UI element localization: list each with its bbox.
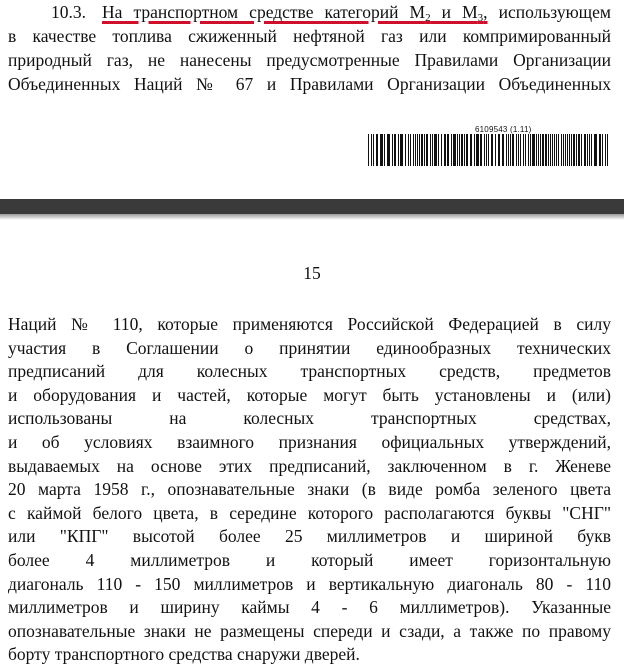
barcode-bar — [495, 134, 496, 166]
barcode-bar — [486, 134, 487, 166]
barcode-label: 6109543 (1.11) — [475, 125, 532, 134]
barcode-bar — [520, 134, 521, 166]
clause-number: 10.3. — [51, 2, 86, 22]
barcode-bar — [461, 134, 463, 166]
barcode-bar — [542, 134, 544, 166]
page-divider-shadow — [0, 214, 624, 220]
barcode-bar — [480, 134, 482, 166]
body-line: диагональ 110 - 150 миллиметров и вертикальную диагональ 80 - 110 — [8, 573, 611, 594]
barcode-bar — [394, 134, 396, 166]
clause-line-2: в качестве топлива сжиженный нефтяной газ или компримированный — [8, 26, 611, 46]
underlined-phrase: На транспортном средстве категорий $M_2$ и $M_3$, — [102, 2, 488, 24]
body-line: 20 марта 1958 г., опознавательные знаки (в виде ромба зеленого цвета — [8, 479, 611, 500]
body-line: участия в Соглашении о принятии единообразных технических — [8, 337, 611, 358]
body-line: использованы на колесных транспортных средствах, — [8, 408, 611, 429]
clause-line-1-tail: использующем — [487, 2, 611, 22]
barcode-bar — [408, 134, 409, 166]
barcode-bar — [584, 134, 586, 166]
barcode-bar — [453, 134, 456, 166]
body-line: миллиметров и ширину каймы 4 - 6 миллиметров). Указанные — [8, 597, 611, 618]
barcode-bar — [532, 134, 535, 166]
body-line: выдаваемых на основе этих предписаний, заключенном в г. Женеве — [8, 455, 611, 476]
barcode-bar — [459, 134, 460, 166]
body-line: борту транспортного средства снаружи дверей. — [8, 644, 360, 665]
page-number: 15 — [303, 263, 321, 283]
barcode-bar — [594, 134, 597, 166]
barcode-bar — [591, 134, 592, 166]
barcode-bar — [470, 134, 472, 166]
barcode-bar — [368, 134, 369, 166]
barcode-bar — [554, 134, 555, 166]
barcode-bar — [434, 134, 437, 166]
page-divider — [0, 199, 624, 214]
barcode-bar — [484, 134, 485, 166]
barcode-bar — [607, 134, 608, 166]
barcode-bar — [512, 134, 514, 166]
body-line: с каймой белого цвета, в середине которого располагаются буквы "СНГ" — [8, 502, 611, 523]
barcode-bar — [438, 134, 439, 166]
body-line: более 4 миллиметров и который имеет горизонтальную — [8, 550, 611, 570]
barcode-bar — [387, 134, 390, 166]
barcode-bar — [569, 134, 570, 166]
barcode-bar — [556, 134, 557, 166]
barcode-bar — [466, 134, 468, 166]
barcode-bar — [563, 134, 564, 166]
barcode-bar — [384, 134, 385, 166]
barcode-bar — [548, 134, 549, 166]
barcode-bar — [464, 134, 465, 166]
barcode-bar — [376, 134, 378, 166]
barcode-bar — [510, 134, 511, 166]
barcode-bar — [491, 134, 493, 166]
barcode-bar — [380, 134, 383, 166]
barcode-bar — [371, 134, 372, 166]
barcode-bar — [599, 134, 601, 166]
barcode-bar — [508, 134, 509, 166]
barcode-bar — [488, 134, 489, 166]
body-line: и об условиях взаимного признания официальных утверждений, — [8, 432, 611, 452]
barcode-bar — [550, 134, 551, 166]
barcode-bar — [538, 134, 539, 166]
barcode-bar — [506, 134, 507, 166]
barcode-bar — [373, 134, 374, 166]
barcode-bar — [602, 134, 603, 166]
barcode-bar — [424, 134, 425, 166]
barcode-bar — [525, 134, 526, 166]
barcode-bar — [457, 134, 458, 166]
barcode-bar — [561, 134, 562, 166]
barcode-bar — [498, 134, 500, 166]
barcode-bar — [441, 134, 442, 166]
barcode-image — [368, 134, 612, 166]
barcode-bar — [571, 134, 572, 166]
body-line: предписаний для колесных транспортных средств, предметов — [8, 361, 611, 382]
barcode-bar — [578, 134, 580, 166]
barcode-bar — [540, 134, 541, 166]
barcode-bar — [502, 134, 504, 166]
barcode-bar — [405, 134, 406, 166]
barcode-bar — [444, 134, 446, 166]
body-line: опознавательные знаки не размещены спереди и сзади, а также по правому — [8, 620, 611, 641]
body-line: или "КПГ" высотой более 25 миллиметров и шириной букв — [8, 526, 611, 547]
barcode-bar — [530, 134, 531, 166]
barcode-bar — [476, 134, 479, 166]
barcode-bar — [576, 134, 577, 166]
clause-line-4: Объединенных Наций № 67 и Правилами Организации Объединенных — [8, 74, 611, 94]
body-line: Наций № 110, которые применяются Российской Федерацией в силу — [8, 314, 611, 334]
barcode-bar — [573, 134, 575, 166]
barcode-bar — [415, 134, 416, 166]
barcode-bar — [558, 134, 559, 166]
barcode-bar — [552, 134, 553, 166]
barcode-bar — [565, 134, 566, 166]
barcode-bar — [417, 134, 418, 166]
barcode-bar — [567, 134, 568, 166]
barcode-bar — [426, 134, 428, 166]
barcode-bar — [516, 134, 517, 166]
barcode-bar — [447, 134, 449, 166]
barcode-bar — [451, 134, 452, 166]
barcode-bar — [605, 134, 606, 166]
barcode-bar — [419, 134, 420, 166]
barcode-bar — [392, 134, 393, 166]
barcode-bar — [474, 134, 475, 166]
barcode-bar — [432, 134, 433, 166]
barcode-bar — [410, 134, 411, 166]
clause-line-3: природный газ, не нанесены предусмотренные Правилами Организации — [8, 50, 611, 70]
barcode-bar — [587, 134, 588, 166]
barcode-bar — [518, 134, 519, 166]
barcode-bar — [430, 134, 431, 166]
barcode-bar — [421, 134, 423, 166]
barcode-bar — [528, 134, 529, 166]
barcode-bar — [523, 134, 524, 166]
barcode-bar — [398, 134, 399, 166]
body-line: и оборудования и частей, которые могут быть установлены и (или) — [8, 384, 611, 405]
barcode-bar — [545, 134, 547, 166]
barcode-bar — [589, 134, 590, 166]
barcode-bar — [413, 134, 414, 166]
barcode-bar — [400, 134, 403, 166]
barcode-bar — [581, 134, 582, 166]
barcode-bar — [536, 134, 537, 166]
previous-page-fragment — [0, 0, 624, 200]
